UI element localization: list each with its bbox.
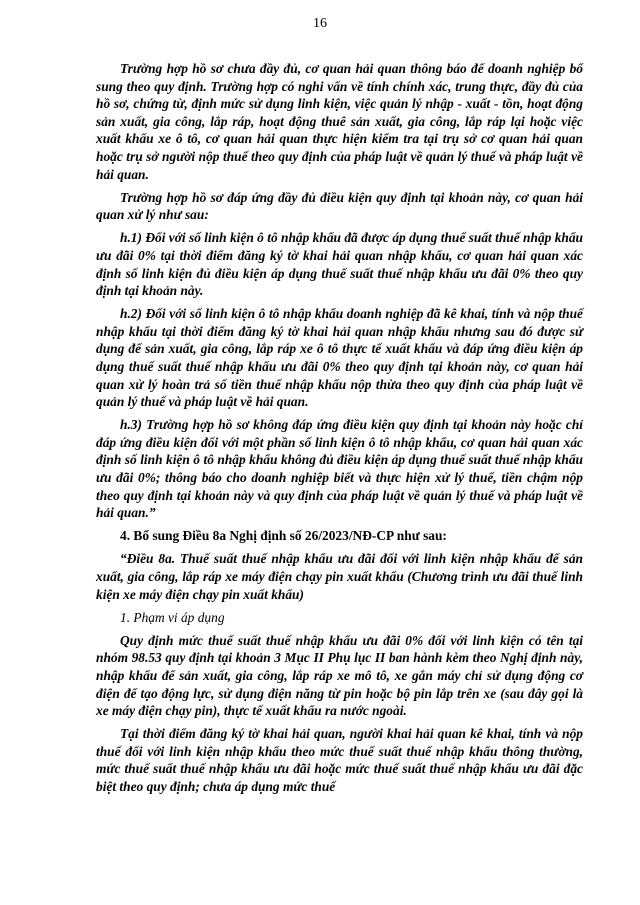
paragraph-complete-dossier: Trường hợp hồ sơ đáp ứng đầy đủ điều kiện quy định tại khoản này, cơ quan hải quan xử lý như sau: (96, 189, 583, 223)
section-heading-4: 4. Bổ sung Điều 8a Nghị định số 26/2023/NĐ-CP như sau: (120, 528, 447, 544)
paragraph-h1: h.1) Đối với số linh kiện ô tô nhập khẩu đã được áp dụng thuế suất thuế nhập khẩu ưu đãi 0% tại thời điểm đăng ký tờ khai hải quan nhập khẩu, cơ quan hải quan xác định số linh kiện đủ điều kiện áp dụng thuế suất thuế nhập khẩu ưu đãi 0% theo quy định tại khoản này. (96, 230, 583, 299)
document-body (96, 60, 583, 801)
paragraph-scope: Quy định mức thuế suất thuế nhập khẩu ưu đãi 0% đối với linh kiện có tên tại nhóm 98.53 quy định tại khoản 3 Mục II Phụ lục II ban hành kèm theo Nghị định này, nhập khẩu để sản xuất, gia công, lắp ráp xe mô tô, xe gắn máy chỉ sử dụng động cơ điện để tạo động lực, sử dụng điện năng từ pin hoặc bộ pin lắp trên xe (sau đây gọi là xe máy điện chạy pin), thực tế xuất khẩu ra nước ngoài. (96, 632, 583, 719)
paragraph-incomplete-dossier: Trường hợp hồ sơ chưa đầy đủ, cơ quan hải quan thông báo để doanh nghiệp bổ sung theo quy định. Trường hợp có nghi vấn về tính chính xác, trung thực, đầy đủ của hồ sơ, chứng từ, định mức sử dụng linh kiện, việc quản lý nhập - xuất - tồn, hoạt động sản xuất, gia công, lắp ráp, hoạt động thuê sản xuất, gia công, lắp ráp lại hoặc việc xuất khẩu xe ô tô, cơ quan hải quan thực hiện kiểm tra tại trụ sở cơ quan hải quan hoặc trụ sở người nộp thuế theo quy định của pháp luật về quản lý thuế và pháp luật về hải quan. (96, 61, 583, 182)
paragraph-declaration: Tại thời điểm đăng ký tờ khai hải quan, người khai hải quan kê khai, tính và nộp thuế đối với linh kiện nhập khẩu theo mức thuế suất thuế nhập khẩu thông thường, mức thuế suất thuế nhập khẩu ưu đãi hoặc mức thuế suất thuế nhập khẩu ưu đãi đặc biệt theo quy định; chưa áp dụng mức thuế (96, 726, 583, 795)
subsection-scope-heading: 1. Phạm vi áp dụng (120, 609, 225, 625)
page-number: 16 (313, 16, 327, 31)
paragraph-h2: h.2) Đối với số linh kiện ô tô nhập khẩu doanh nghiệp đã kê khai, tính và nộp thuế nhập khẩu tại thời điểm đăng ký tờ khai hải quan nhập khẩu nhưng sau đó được sử dụng để sản xuất, gia công, lắp ráp xe ô tô thực tế xuất khẩu và đáp ứng điều kiện áp dụng thuế suất thuế nhập khẩu ưu đãi 0% theo quy định tại khoản này, cơ quan hải quan xử lý hoàn trả số tiền thuế nhập khẩu nộp thừa theo quy định của pháp luật về quản lý thuế và pháp luật về hải quan. (96, 306, 583, 410)
article-8a-title: “Điều 8a. Thuế suất thuế nhập khẩu ưu đãi đối với linh kiện nhập khẩu để sản xuất, gia công, lắp ráp xe máy điện chạy pin xuất khẩu (Chương trình ưu đãi thuế linh kiện xe máy điện chạy pin xuất khẩu) (96, 551, 583, 602)
paragraph-h3: h.3) Trường hợp hồ sơ không đáp ứng điều kiện quy định tại khoản này hoặc chỉ đáp ứng điều kiện đối với một phần số linh kiện ô tô nhập khẩu, cơ quan hải quan xác định số linh kiện ô tô nhập khẩu không đủ điều kiện áp dụng thuế suất thuế nhập khẩu ưu đãi 0%; thông báo cho doanh nghiệp biết và thực hiện xử lý thuế, tiền chậm nộp theo quy định tại khoản này và quy định của pháp luật về quản lý thuế và pháp luật về hải quan.” (96, 417, 583, 521)
